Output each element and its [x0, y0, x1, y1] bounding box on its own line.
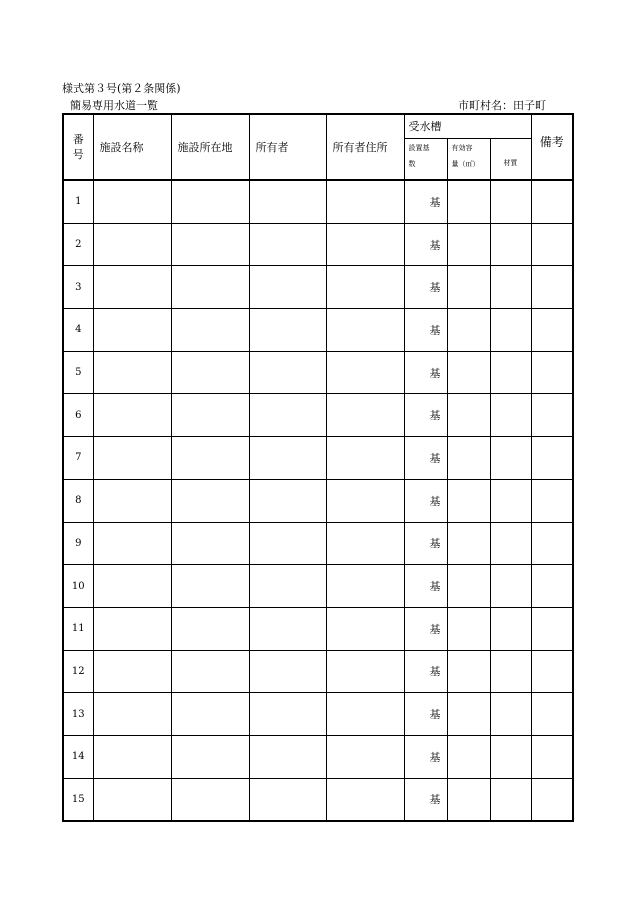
cell-material	[490, 180, 531, 223]
cell-facility-name	[93, 650, 171, 693]
row-number: 1	[63, 180, 93, 223]
header-facility-location: 施設所在地	[171, 114, 249, 180]
cell-remarks	[531, 180, 573, 223]
cell-owner-address	[326, 351, 404, 394]
cell-remarks	[531, 778, 573, 821]
cell-owner-address	[326, 565, 404, 608]
cell-facility-name	[93, 180, 171, 223]
cell-installed-count: 基	[404, 266, 447, 309]
header-installed-count-line1: 設置基	[408, 144, 430, 152]
header-number-line1: 番	[72, 133, 84, 146]
cell-effective-capacity	[447, 565, 490, 608]
cell-installed-count: 基	[404, 522, 447, 565]
table-row	[63, 778, 573, 821]
header-owner: 所有者	[249, 114, 326, 180]
cell-remarks	[531, 394, 573, 437]
table-row	[63, 394, 573, 437]
cell-owner	[249, 778, 326, 821]
header-effective-capacity	[447, 139, 490, 181]
cell-installed-count: 基	[404, 778, 447, 821]
table-row	[63, 223, 573, 266]
cell-facility-location	[171, 565, 249, 608]
cell-facility-location	[171, 778, 249, 821]
cell-installed-count: 基	[404, 693, 447, 736]
cell-facility-name	[93, 735, 171, 778]
header-number-line2: 号	[72, 148, 84, 161]
cell-effective-capacity	[447, 479, 490, 522]
cell-effective-capacity	[447, 735, 490, 778]
cell-remarks	[531, 565, 573, 608]
cell-effective-capacity	[447, 394, 490, 437]
cell-material	[490, 437, 531, 480]
cell-owner-address	[326, 309, 404, 352]
header-receiving-tank: 受水槽	[404, 114, 531, 139]
row-number: 10	[63, 565, 93, 608]
water-supply-table	[62, 113, 574, 822]
table-row	[63, 735, 573, 778]
cell-material	[490, 522, 531, 565]
cell-material	[490, 309, 531, 352]
cell-remarks	[531, 735, 573, 778]
cell-owner	[249, 607, 326, 650]
header-effective-capacity-line1: 有効容	[451, 144, 473, 152]
cell-installed-count: 基	[404, 351, 447, 394]
cell-installed-count: 基	[404, 479, 447, 522]
cell-facility-name	[93, 437, 171, 480]
cell-owner	[249, 693, 326, 736]
cell-facility-name	[93, 351, 171, 394]
table-row	[63, 650, 573, 693]
cell-owner	[249, 522, 326, 565]
row-number: 4	[63, 309, 93, 352]
header-number	[63, 114, 93, 180]
cell-effective-capacity	[447, 437, 490, 480]
cell-installed-count: 基	[404, 437, 447, 480]
cell-remarks	[531, 223, 573, 266]
cell-installed-count: 基	[404, 223, 447, 266]
cell-facility-name	[93, 266, 171, 309]
row-number: 9	[63, 522, 93, 565]
table-row	[63, 437, 573, 480]
cell-material	[490, 693, 531, 736]
cell-effective-capacity	[447, 693, 490, 736]
cell-material	[490, 735, 531, 778]
row-number: 6	[63, 394, 93, 437]
cell-remarks	[531, 351, 573, 394]
cell-facility-location	[171, 437, 249, 480]
cell-effective-capacity	[447, 309, 490, 352]
cell-material	[490, 266, 531, 309]
cell-owner	[249, 309, 326, 352]
header-owner-address: 所有者住所	[326, 114, 404, 180]
cell-material	[490, 650, 531, 693]
table-row	[63, 522, 573, 565]
cell-installed-count: 基	[404, 565, 447, 608]
cell-owner	[249, 650, 326, 693]
cell-installed-count: 基	[404, 607, 447, 650]
cell-facility-name	[93, 522, 171, 565]
cell-facility-location	[171, 351, 249, 394]
cell-owner	[249, 394, 326, 437]
cell-owner-address	[326, 223, 404, 266]
cell-remarks	[531, 437, 573, 480]
header-installed-count	[404, 139, 447, 181]
row-number: 13	[63, 693, 93, 736]
cell-facility-name	[93, 479, 171, 522]
row-number: 5	[63, 351, 93, 394]
row-number: 8	[63, 479, 93, 522]
cell-effective-capacity	[447, 778, 490, 821]
cell-owner-address	[326, 607, 404, 650]
cell-facility-location	[171, 693, 249, 736]
cell-owner	[249, 351, 326, 394]
cell-facility-location	[171, 479, 249, 522]
cell-owner-address	[326, 180, 404, 223]
cell-facility-location	[171, 607, 249, 650]
cell-effective-capacity	[447, 522, 490, 565]
cell-facility-location	[171, 180, 249, 223]
cell-facility-name	[93, 693, 171, 736]
municipality-label: 市町村名：田子町	[458, 99, 546, 112]
cell-owner	[249, 223, 326, 266]
cell-material	[490, 565, 531, 608]
cell-effective-capacity	[447, 180, 490, 223]
cell-material	[490, 778, 531, 821]
table-body	[63, 180, 573, 821]
cell-material	[490, 351, 531, 394]
cell-remarks	[531, 522, 573, 565]
cell-material	[490, 394, 531, 437]
cell-owner-address	[326, 650, 404, 693]
row-number: 2	[63, 223, 93, 266]
cell-remarks	[531, 693, 573, 736]
cell-facility-location	[171, 522, 249, 565]
cell-material	[490, 223, 531, 266]
cell-owner	[249, 735, 326, 778]
cell-facility-name	[93, 607, 171, 650]
row-number: 14	[63, 735, 93, 778]
cell-remarks	[531, 266, 573, 309]
cell-owner-address	[326, 735, 404, 778]
table-row	[63, 479, 573, 522]
cell-owner	[249, 437, 326, 480]
cell-facility-location	[171, 309, 249, 352]
cell-facility-name	[93, 565, 171, 608]
cell-owner-address	[326, 479, 404, 522]
cell-installed-count: 基	[404, 650, 447, 693]
cell-facility-name	[93, 394, 171, 437]
cell-owner-address	[326, 266, 404, 309]
cell-owner	[249, 180, 326, 223]
cell-facility-location	[171, 650, 249, 693]
cell-facility-name	[93, 223, 171, 266]
cell-remarks	[531, 479, 573, 522]
header-effective-capacity-line2: 量（㎥）	[451, 160, 480, 168]
cell-owner-address	[326, 693, 404, 736]
cell-material	[490, 607, 531, 650]
cell-owner-address	[326, 437, 404, 480]
row-number: 3	[63, 266, 93, 309]
document-title: 簡易専用水道一覧	[70, 99, 158, 112]
table-row	[63, 180, 573, 223]
cell-facility-name	[93, 778, 171, 821]
cell-owner	[249, 266, 326, 309]
table-row	[63, 309, 573, 352]
cell-installed-count: 基	[404, 180, 447, 223]
table-row	[63, 693, 573, 736]
table-row	[63, 607, 573, 650]
cell-remarks	[531, 650, 573, 693]
cell-installed-count: 基	[404, 394, 447, 437]
table-row	[63, 266, 573, 309]
cell-effective-capacity	[447, 223, 490, 266]
cell-facility-location	[171, 735, 249, 778]
cell-owner	[249, 565, 326, 608]
form-number: 様式第３号(第２条関係)	[62, 82, 181, 95]
table-row	[63, 351, 573, 394]
cell-owner-address	[326, 778, 404, 821]
cell-material	[490, 479, 531, 522]
header-material: 材質	[490, 139, 531, 181]
cell-installed-count: 基	[404, 735, 447, 778]
cell-remarks	[531, 309, 573, 352]
cell-facility-location	[171, 223, 249, 266]
row-number: 15	[63, 778, 93, 821]
row-number: 11	[63, 607, 93, 650]
cell-installed-count: 基	[404, 309, 447, 352]
cell-owner	[249, 479, 326, 522]
table-row	[63, 565, 573, 608]
cell-owner-address	[326, 522, 404, 565]
header-facility-name: 施設名称	[93, 114, 171, 180]
cell-effective-capacity	[447, 266, 490, 309]
cell-owner-address	[326, 394, 404, 437]
row-number: 7	[63, 437, 93, 480]
cell-remarks	[531, 607, 573, 650]
header-remarks: 備考	[531, 114, 573, 180]
cell-effective-capacity	[447, 650, 490, 693]
cell-facility-name	[93, 309, 171, 352]
cell-effective-capacity	[447, 351, 490, 394]
cell-facility-location	[171, 266, 249, 309]
header-installed-count-line2: 数	[408, 160, 416, 168]
cell-facility-location	[171, 394, 249, 437]
row-number: 12	[63, 650, 93, 693]
cell-effective-capacity	[447, 607, 490, 650]
